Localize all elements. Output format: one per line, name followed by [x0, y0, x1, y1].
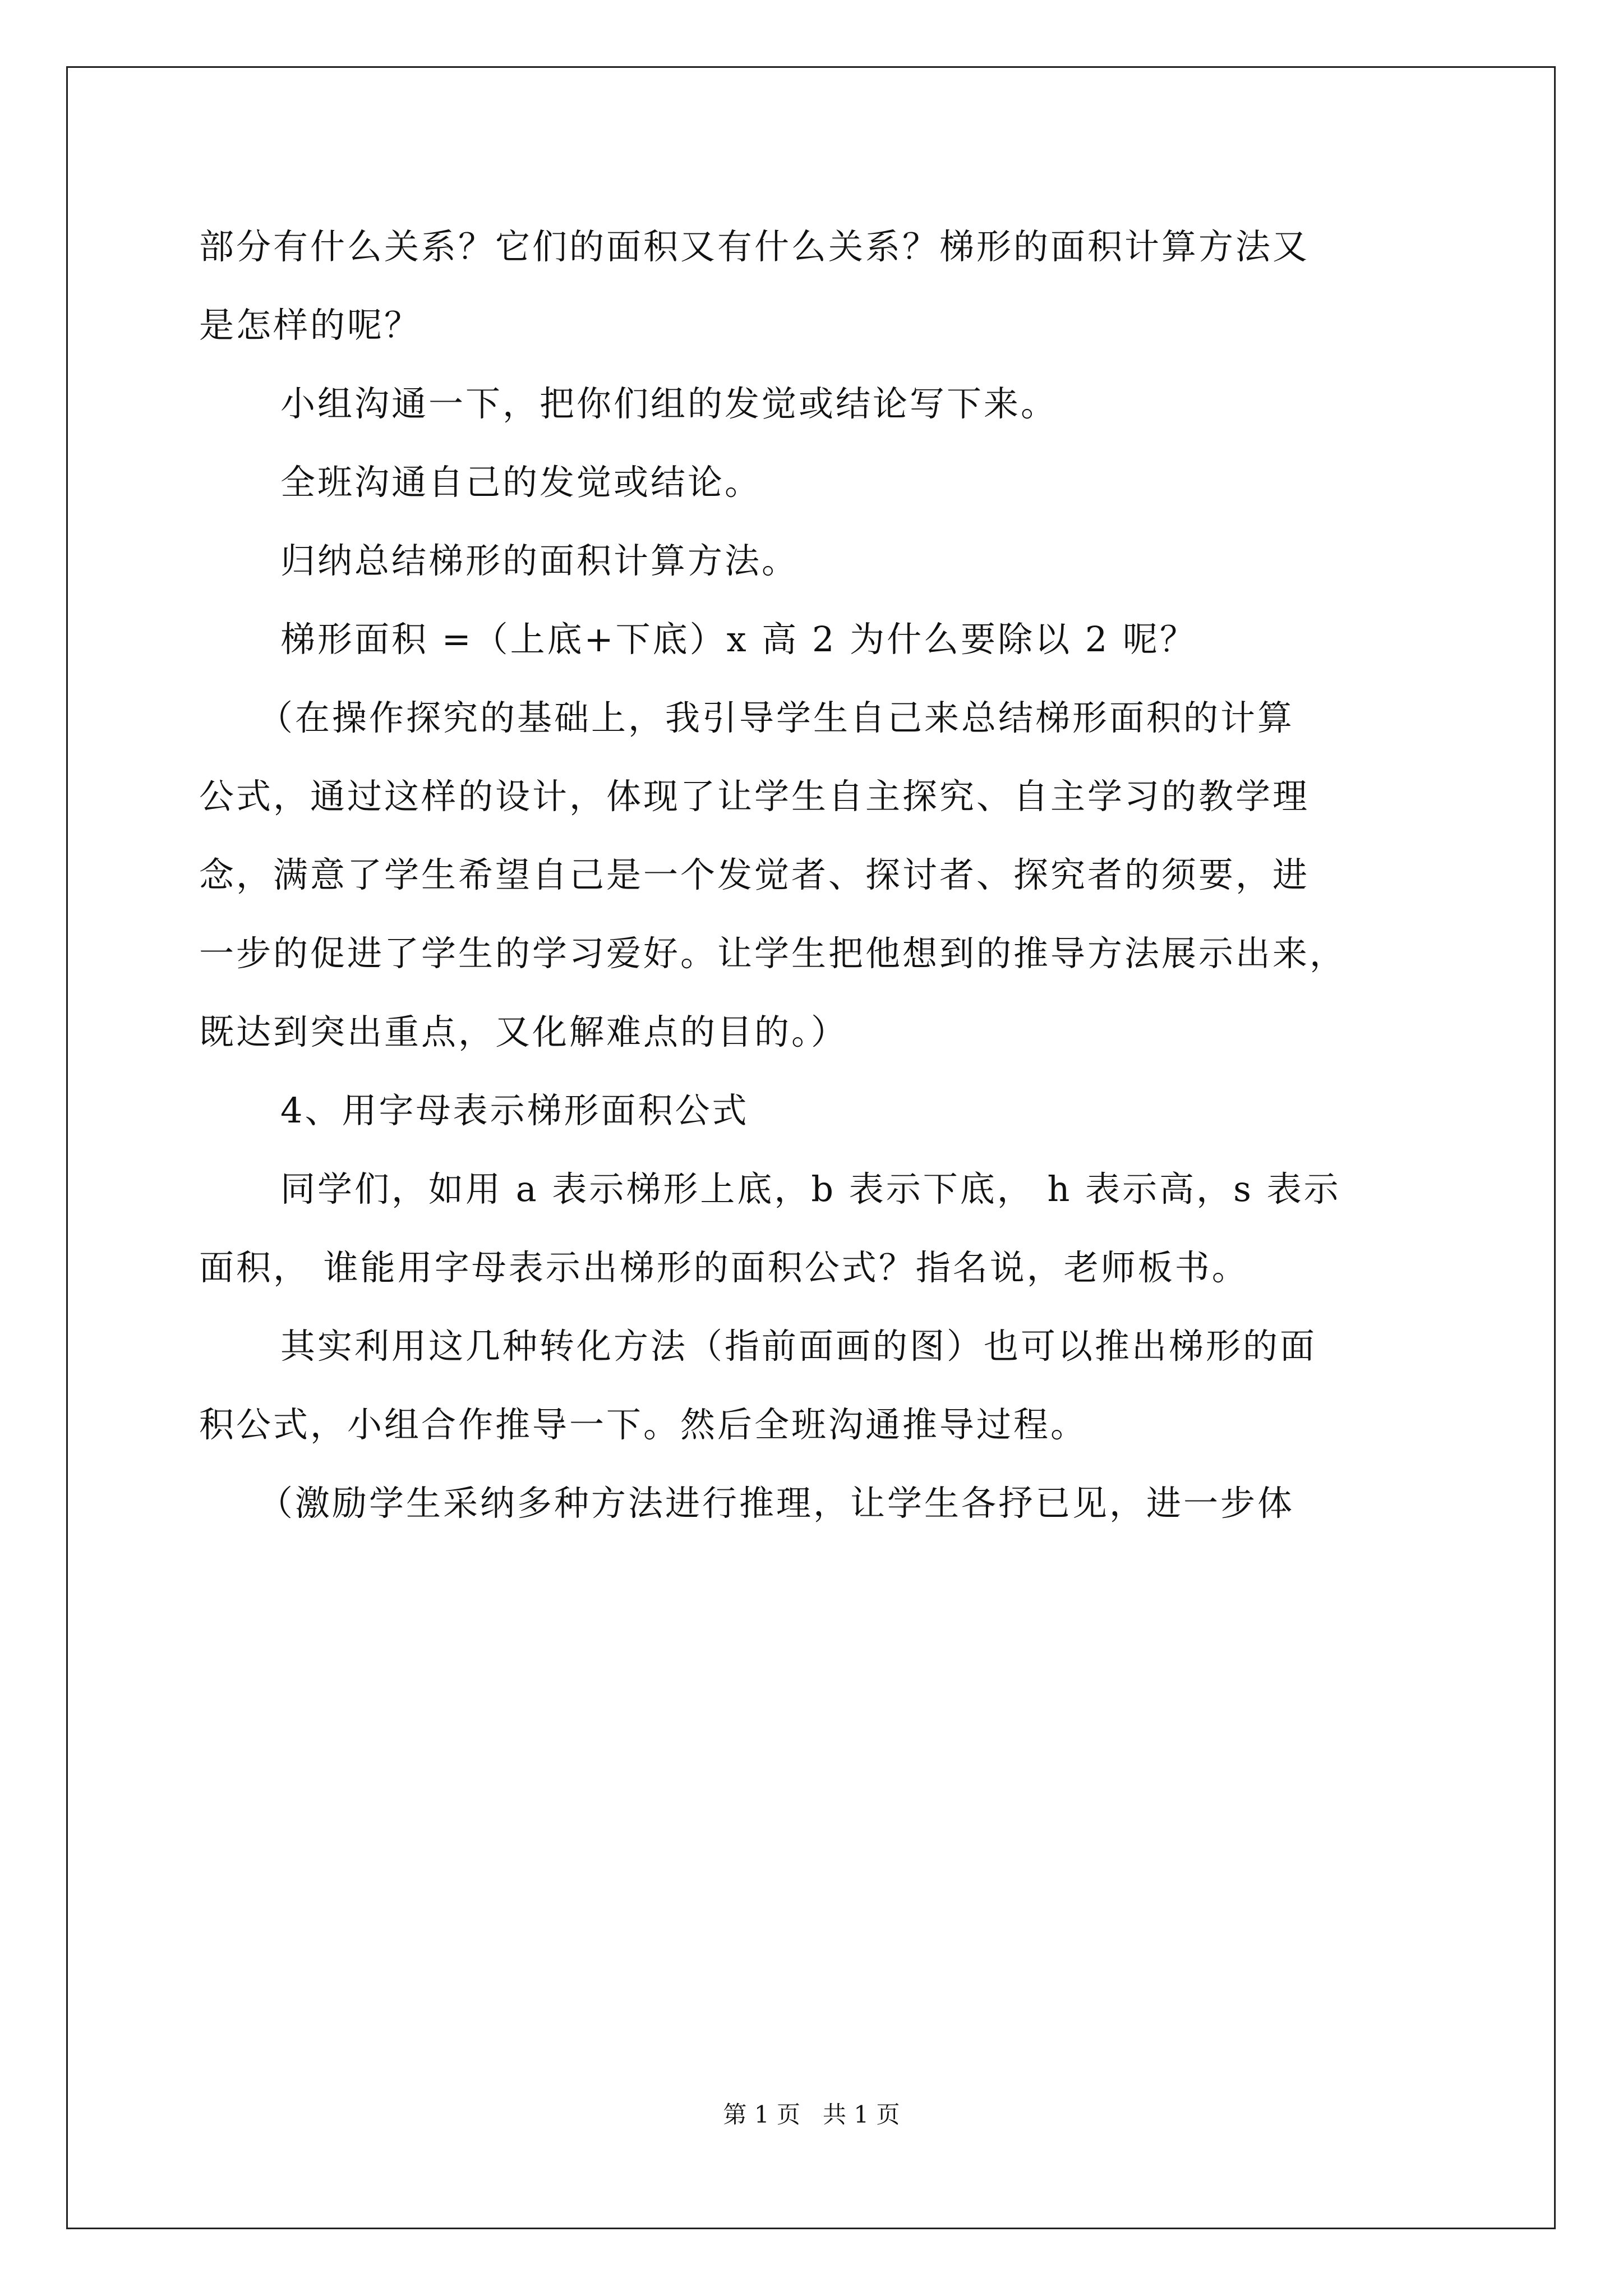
text-line: 4、用字母表示梯形面积公式	[280, 1090, 749, 1131]
text-line: 全班沟通自己的发觉或结论。	[280, 462, 762, 503]
text-line: 面积， 谁能用字母表示出梯形的面积公式？指名说，老师板书。	[199, 1247, 1249, 1288]
text-line: 其实利用这几种转化方法（指前面画的图）也可以推出梯形的面	[280, 1326, 1317, 1366]
text-line: （激励学生采纳多种方法进行推理，让学生各抒已见，进一步体	[258, 1483, 1295, 1524]
page-footer: 第 1 页 共 1 页	[723, 2101, 900, 2128]
text-line: 小组沟通一下，把你们组的发觉或结论写下来。	[280, 383, 1058, 424]
text-line: 既达到突出重点，又化解难点的目的。）	[199, 1011, 849, 1052]
text-line: 部分有什么关系？它们的面积又有什么关系？梯形的面积计算方法又	[199, 226, 1310, 267]
text-line: 公式，通过这样的设计，体现了让学生自主探究、自主学习的教学理	[199, 776, 1310, 817]
text-line: 同学们，如用 a 表示梯形上底，b 表示下底， h 表示高，s 表示	[280, 1168, 1341, 1209]
text-line: 梯形面积 =（上底+下底）x 高 2 为什么要除以 2 呢？	[280, 619, 1197, 660]
text-line: 归纳总结梯形的面积计算方法。	[280, 540, 799, 581]
text-line: 是怎样的呢？	[199, 305, 422, 346]
text-line: 积公式，小组合作推导一下。然后全班沟通推导过程。	[199, 1404, 1088, 1445]
text-line: 一步的促进了学生的学习爱好。让学生把他想到的推导方法展示出来，	[199, 933, 1347, 974]
text-line: （在操作探究的基础上，我引导学生自己来总结梯形面积的计算	[258, 697, 1295, 738]
text-line: 念，满意了学生希望自己是一个发觉者、探讨者、探究者的须要，进	[199, 854, 1310, 895]
